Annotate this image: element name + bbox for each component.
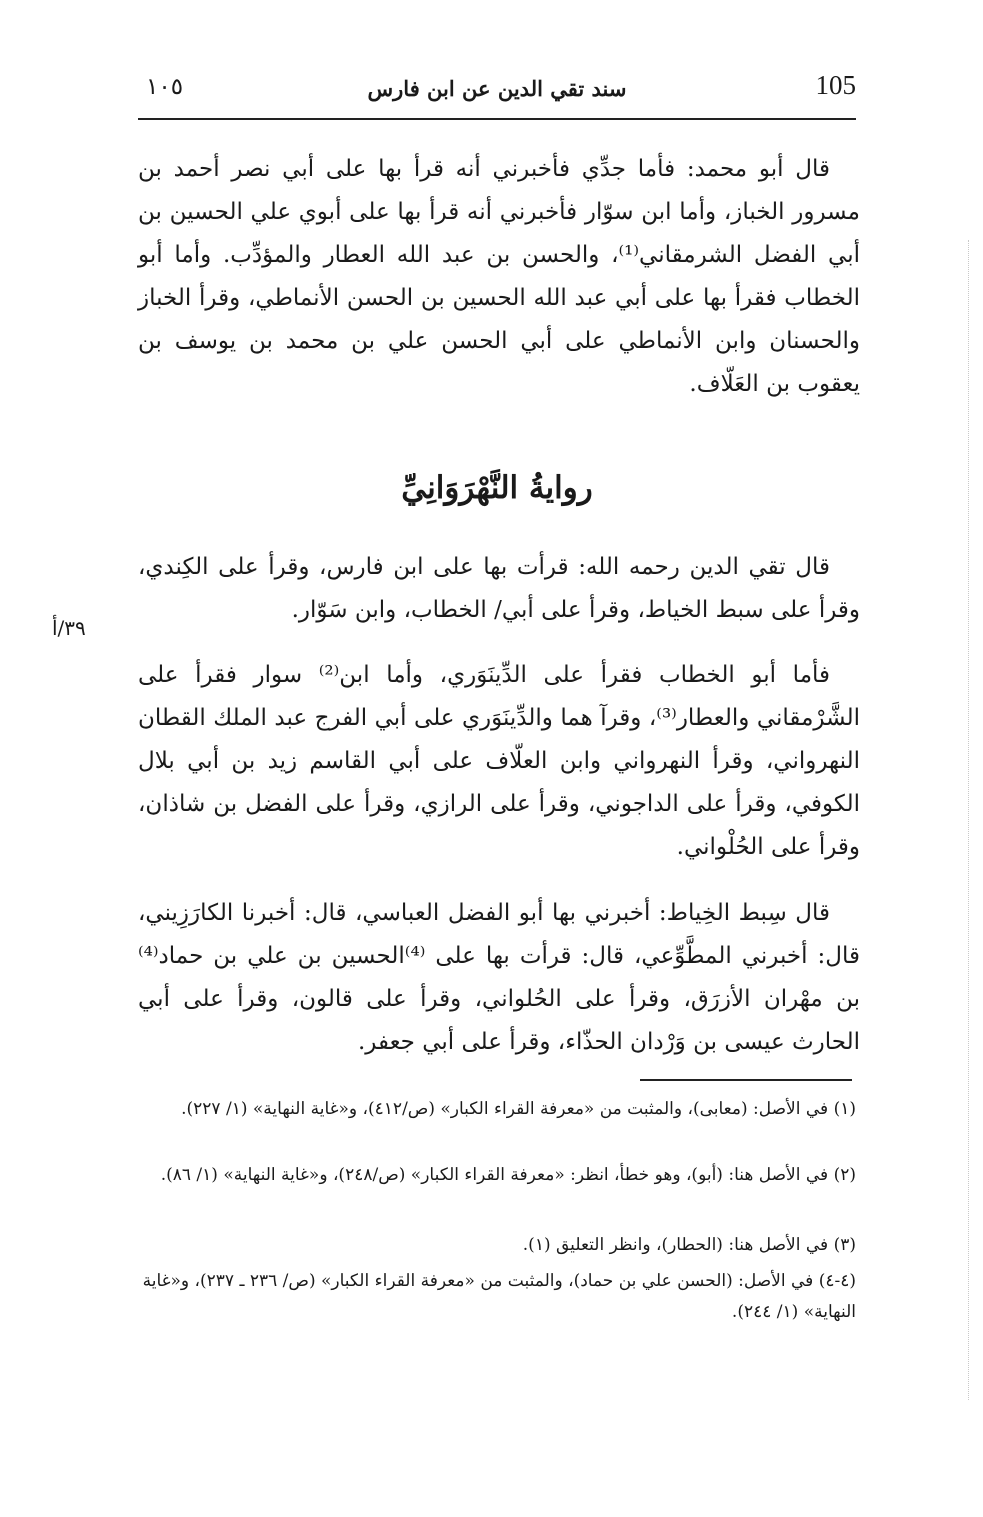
footnote-separator (640, 1079, 852, 1081)
footnote-1: (١) في الأصل: (معابى)، والمثبت من «معرفة القراء الكبار» (ص/٤١٢)، و«غاية النهاية» (١/ ٢٢٧). (181, 1099, 856, 1119)
paragraph-text: قال تقي الدين رحمه الله: قرأت بها على ابن فارس، وقرأ على الكِندي، وقرأ على سبط الخياط، وقرأ على أبي/ الخطاب، وابن سَوّار. (138, 554, 860, 623)
page-number-latin: 105 (815, 70, 856, 100)
paragraph-text: قال سِبط الخِياط: أخبرني بها أبو الفضل العباسي، قال: أخبرنا الكارَزِيني، قال: أخبرني المطَّوِّعي، قال: قرأت بها على ⁽⁴⁾الحسين بن علي بن حماد⁽⁴⁾ بن مهْران الأزرَق، وقرأ على الحُلواني، وقرأ على قالون، وقرأ على أبي الحارث عيسى بن وَرْدان الحذّاء، وقرأ على أبي جعفر. (138, 900, 860, 1055)
footnote-3: (٣) في الأصل هنا: (الحطار)، وانظر التعليق (١). (522, 1235, 856, 1255)
section-heading: روايةُ النَّهْرَوَانِيِّ (401, 470, 593, 506)
paragraph-4 (138, 892, 860, 1064)
page-number-arabic: ١٠٥ (146, 74, 184, 100)
paragraph-text: قال أبو محمد: فأما جدِّي فأخبرني أنه قرأ بها على أبي نصر أحمد بن مسرور الخباز، وأما ابن سوّار فأخبرني أنه قرأ بها على أبوي علي الحسين بن أبي الفضل الشرمقاني⁽¹⁾، والحسن بن عبد الله العطار والمؤدِّب. وأما أبو الخطاب فقرأ بها على أبي عبد الله الحسين بن الحسن الأنماطي، وقرأ الخباز والحسنان وابن الأنماطي على أبي الحسن علي بن محمد بن يوسف بن يعقوب بن العَلّاف. (138, 156, 860, 397)
paragraph-3 (138, 654, 860, 869)
footnote-4: (٤-٤) في الأصل: (الحسن علي بن حماد)، والمثبت من «معرفة القراء الكبار» (ص/ ٢٣٦ ـ ٢٣٧)، و«غاية النهاية» (١/ ٢٤٤). (142, 1271, 856, 1322)
paragraph-2 (138, 546, 860, 632)
scan-edge-line (968, 240, 969, 1400)
paragraph-text: فأما أبو الخطاب فقرأ على الدِّينَوَري، وأما ابن⁽²⁾ سوار فقرأ على الشَّرْمقاني والعطار⁽³⁾، وقرآ هما والدِّينَوَري على أبي الفرج عبد الملك القطان النهرواني، وقرأ النهرواني وابن العلّاف على أبي القاسم زيد بن أبي بلال الكوفي، وقرأ على الداجوني، وقرأ على الرازي، وقرأ على الفضل بن شاذان، وقرأ على الحُلْواني. (138, 662, 860, 860)
header-rule (138, 118, 856, 120)
paragraph-1 (138, 148, 860, 406)
footnote-2: (٢) في الأصل هنا: (أبو)، وهو خطأ، انظر: «معرفة القراء الكبار» (ص/٢٤٨)، و«غاية النهاية» (١/ ٨٦). (160, 1165, 856, 1185)
running-header (138, 66, 856, 116)
manuscript-folio-marker: ٣٩/أ (52, 616, 86, 640)
running-title: سند تقي الدين عن ابن فارس (367, 76, 627, 101)
